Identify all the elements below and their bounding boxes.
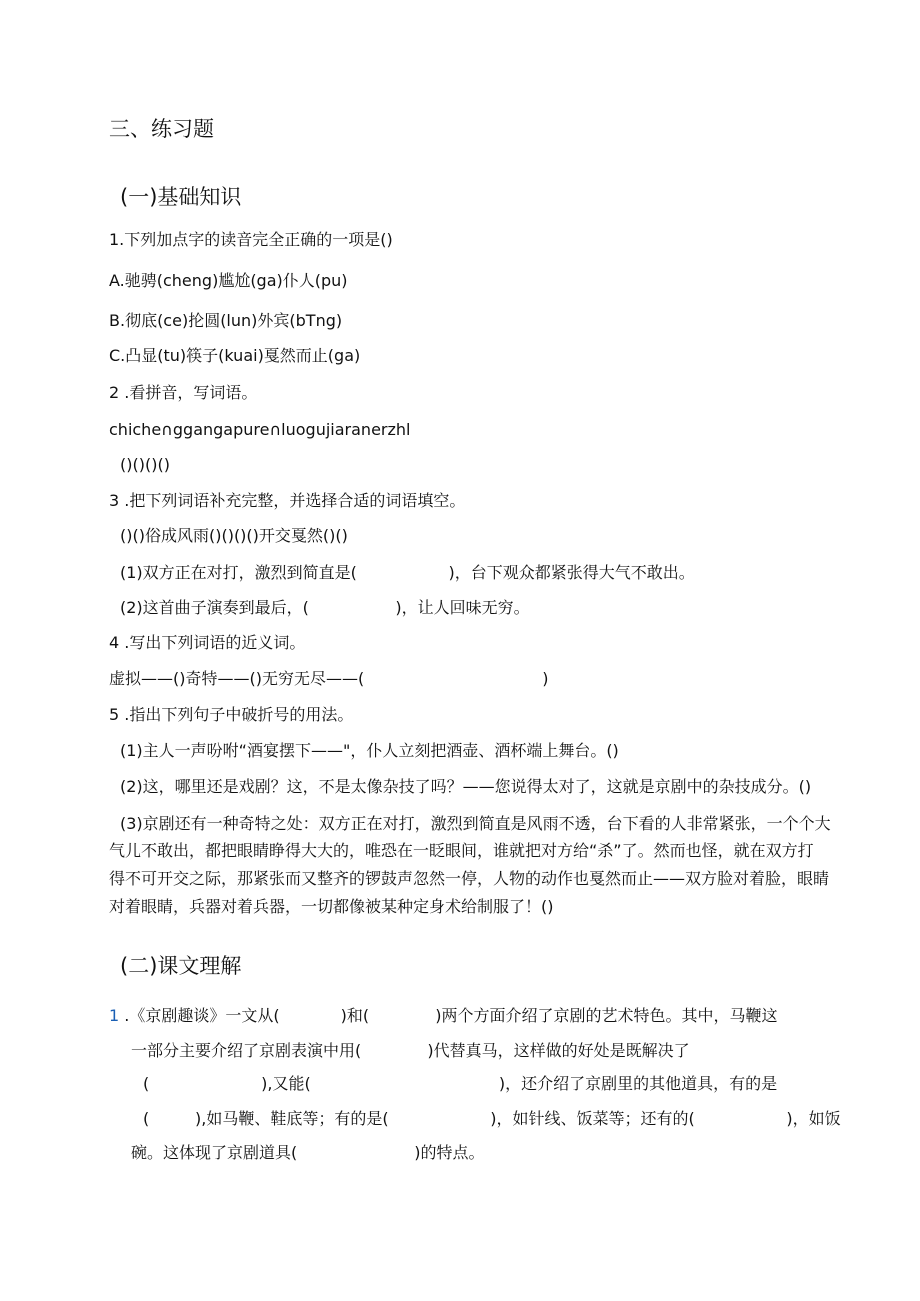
fill-sentence-2: (2)这首曲子演奏到最后，( )，让人回味无穷。 bbox=[120, 598, 530, 617]
option-a: A.驰骋(cheng)尴尬(ga)仆人(pu) bbox=[109, 271, 348, 290]
synonym-line: 虚拟——()奇特——()无穷无尽——( ) bbox=[109, 669, 549, 688]
section-title-comprehension: (二)课文理解 bbox=[120, 954, 242, 978]
question-4: 4 .写出下列词语的近义词。 bbox=[109, 633, 306, 652]
idiom-blanks: ()()俗成风雨()()()()开交戛然()() bbox=[120, 526, 348, 545]
pinyin-blanks: ()()()() bbox=[120, 455, 170, 474]
comprehension-line-2: 一部分主要介绍了京剧表演中用( )代替真马，这样做的好处是既解决了 bbox=[131, 1041, 690, 1060]
dash-sentence-3-line-1: (3)京剧还有一种奇特之处：双方正在对打，激烈到简直是风雨不透，台下看的人非常紧张，一个个大 bbox=[120, 814, 831, 833]
dash-sentence-1: (1)主人一声吩咐“酒宴摆下——"，仆人立刻把酒壶、酒杯端上舞台。() bbox=[120, 741, 619, 760]
question-2: 2 .看拼音，写词语。 bbox=[109, 383, 258, 402]
comprehension-line-4: ( ),如马鞭、鞋底等；有的是( )，如针线、饭菜等；还有的( )，如饭 bbox=[143, 1109, 841, 1128]
page-title: 三、练习题 bbox=[109, 117, 214, 141]
dash-sentence-3-line-4: 对着眼睛，兵器对着兵器，一切都像被某种定身术给制服了！() bbox=[109, 897, 554, 916]
dash-sentence-2: (2)这，哪里还是戏剧？这，不是太像杂技了吗？——您说得太对了，这就是京剧中的杂技成分。() bbox=[120, 777, 812, 796]
section-title-basics: (一)基础知识 bbox=[120, 185, 242, 209]
dash-sentence-3-line-3: 得不可开交之际，那紧张而又整齐的锣鼓声忽然一停，人物的动作也戛然而止——双方脸对着脸，眼睛 bbox=[109, 869, 830, 888]
question-number: 1 bbox=[109, 1006, 120, 1025]
pinyin-line: chiche∩ggangapure∩luogujiaranerzhl bbox=[109, 420, 411, 439]
comprehension-line-3: ( ),又能( )，还介绍了京剧里的其他道具，有的是 bbox=[143, 1074, 778, 1093]
option-c: C.凸显(tu)筷子(kuai)戛然而止(ga) bbox=[109, 346, 361, 365]
question-5: 5 .指出下列句子中破折号的用法。 bbox=[109, 705, 354, 724]
option-b: B.彻底(ce)抡圆(lun)外宾(bTng) bbox=[109, 311, 343, 330]
dash-sentence-3-line-2: 气儿不敢出，都把眼睛睁得大大的，唯恐在一眨眼间，谁就把对方给“杀”了。然而也怪，就在双方打 bbox=[109, 841, 814, 860]
comprehension-line-1 bbox=[109, 1006, 777, 1026]
question-3: 3 .把下列词语补充完整，并选择合适的词语填空。 bbox=[109, 491, 466, 510]
question-1: 1.下列加点字的读音完全正确的一项是() bbox=[109, 230, 393, 249]
comprehension-text-1: .《京剧趣谈》一文从( )和( )两个方面介绍了京剧的艺术特色。其中，马鞭这 bbox=[119, 1006, 778, 1025]
fill-sentence-1: (1)双方正在对打，激烈到简直是( )，台下观众都紧张得大气不敢出。 bbox=[120, 563, 695, 582]
comprehension-line-5: 碗。这体现了京剧道具( )的特点。 bbox=[131, 1143, 485, 1162]
